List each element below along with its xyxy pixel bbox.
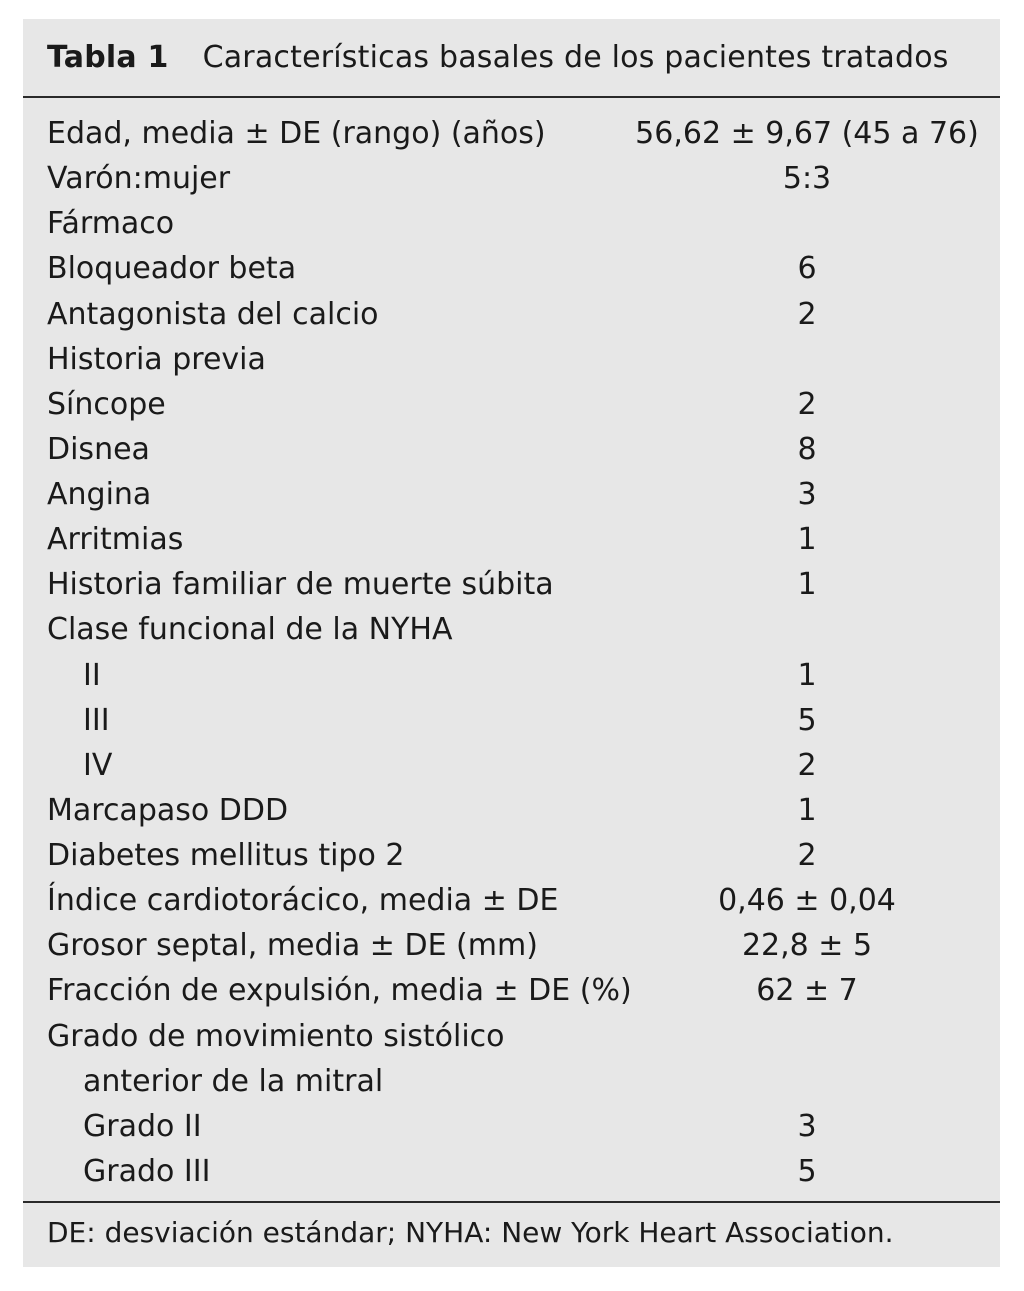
- table-row: [23, 562, 1000, 607]
- row-value: 3: [797, 477, 817, 512]
- table-row: [23, 607, 1000, 652]
- table-row: [23, 923, 1000, 968]
- table-title: Características basales de los pacientes tratados: [202, 40, 949, 75]
- table-footnote: DE: desviación estándar; NYHA: New York Heart Association.: [47, 1216, 894, 1249]
- row-value: 56,62 ± 9,67 (45 a 76): [635, 116, 979, 151]
- table-row: [23, 698, 1000, 743]
- row-value: 5: [797, 702, 817, 738]
- row-value: 1: [797, 792, 817, 828]
- table-row: [23, 156, 1000, 201]
- table-row: [23, 337, 1000, 382]
- row-value: 2: [797, 838, 817, 873]
- table-row: [23, 1014, 1000, 1059]
- row-label: II: [83, 657, 101, 693]
- table-row: [23, 292, 1000, 337]
- row-value: 5: [797, 1153, 817, 1189]
- row-label: Índice cardiotorácico, media ± DE: [47, 883, 559, 919]
- row-value: 2: [797, 747, 817, 783]
- table-row: [23, 382, 1000, 427]
- row-label: III: [83, 702, 110, 738]
- table-container: [23, 19, 1000, 1267]
- row-label: Clase funcional de la NYHA: [47, 612, 453, 648]
- row-value: 1: [797, 567, 817, 603]
- row-value: 6: [797, 251, 817, 287]
- table-row: [23, 1059, 1000, 1104]
- row-label: Arritmias: [47, 522, 184, 558]
- row-label: Fármaco: [47, 206, 175, 242]
- row-value: 0,46 ± 0,04: [718, 883, 896, 919]
- header-rule: [23, 96, 1000, 98]
- row-label: Síncope: [47, 386, 166, 422]
- row-label: Grosor septal, media ± DE (mm): [47, 928, 538, 964]
- table-row: [23, 968, 1000, 1013]
- row-value: 2: [797, 386, 817, 422]
- table-row: [23, 201, 1000, 246]
- row-label: Disnea: [47, 431, 150, 467]
- row-value: 62 ± 7: [756, 973, 858, 1009]
- row-label: Historia familiar de muerte súbita: [47, 567, 554, 603]
- row-value: 22,8 ± 5: [741, 928, 873, 964]
- row-label: Edad, media ± DE (rango) (años): [47, 116, 546, 151]
- table-row: [23, 472, 1000, 517]
- row-label: Antagonista del calcio: [47, 296, 379, 332]
- row-value: 5:3: [782, 161, 832, 197]
- row-label: Grado III: [83, 1153, 211, 1189]
- table-row: [23, 517, 1000, 562]
- row-label: anterior de la mitral: [83, 1063, 384, 1099]
- table-row: [23, 833, 1000, 878]
- footer-rule: [23, 1201, 1000, 1203]
- row-label: Angina: [47, 477, 152, 512]
- table-row: [23, 427, 1000, 472]
- table-row: [23, 111, 1000, 156]
- row-label: Varón:mujer: [47, 161, 231, 197]
- row-label: Bloqueador beta: [47, 251, 297, 287]
- table-row: [23, 788, 1000, 833]
- row-value: 2: [797, 296, 817, 332]
- row-label: Grado de movimiento sistólico: [47, 1018, 505, 1054]
- table-row: [23, 743, 1000, 788]
- table-label: Tabla 1: [47, 40, 169, 75]
- table-row: [23, 246, 1000, 291]
- row-label: Marcapaso DDD: [47, 792, 289, 828]
- row-value: 8: [797, 431, 817, 467]
- table-row: [23, 1104, 1000, 1149]
- table-row: [23, 1149, 1000, 1194]
- row-value: 3: [797, 1108, 817, 1144]
- row-label: Fracción de expulsión, media ± DE (%): [47, 973, 632, 1009]
- table-body: [23, 111, 1000, 1194]
- row-value: 1: [797, 657, 817, 693]
- row-label: Diabetes mellitus tipo 2: [47, 838, 405, 873]
- table-caption: [47, 38, 949, 78]
- table-row: [23, 653, 1000, 698]
- row-label: Grado II: [83, 1108, 202, 1144]
- row-value: 1: [797, 522, 817, 558]
- row-label: IV: [83, 747, 113, 783]
- row-label: Historia previa: [47, 341, 266, 377]
- table-row: [23, 878, 1000, 923]
